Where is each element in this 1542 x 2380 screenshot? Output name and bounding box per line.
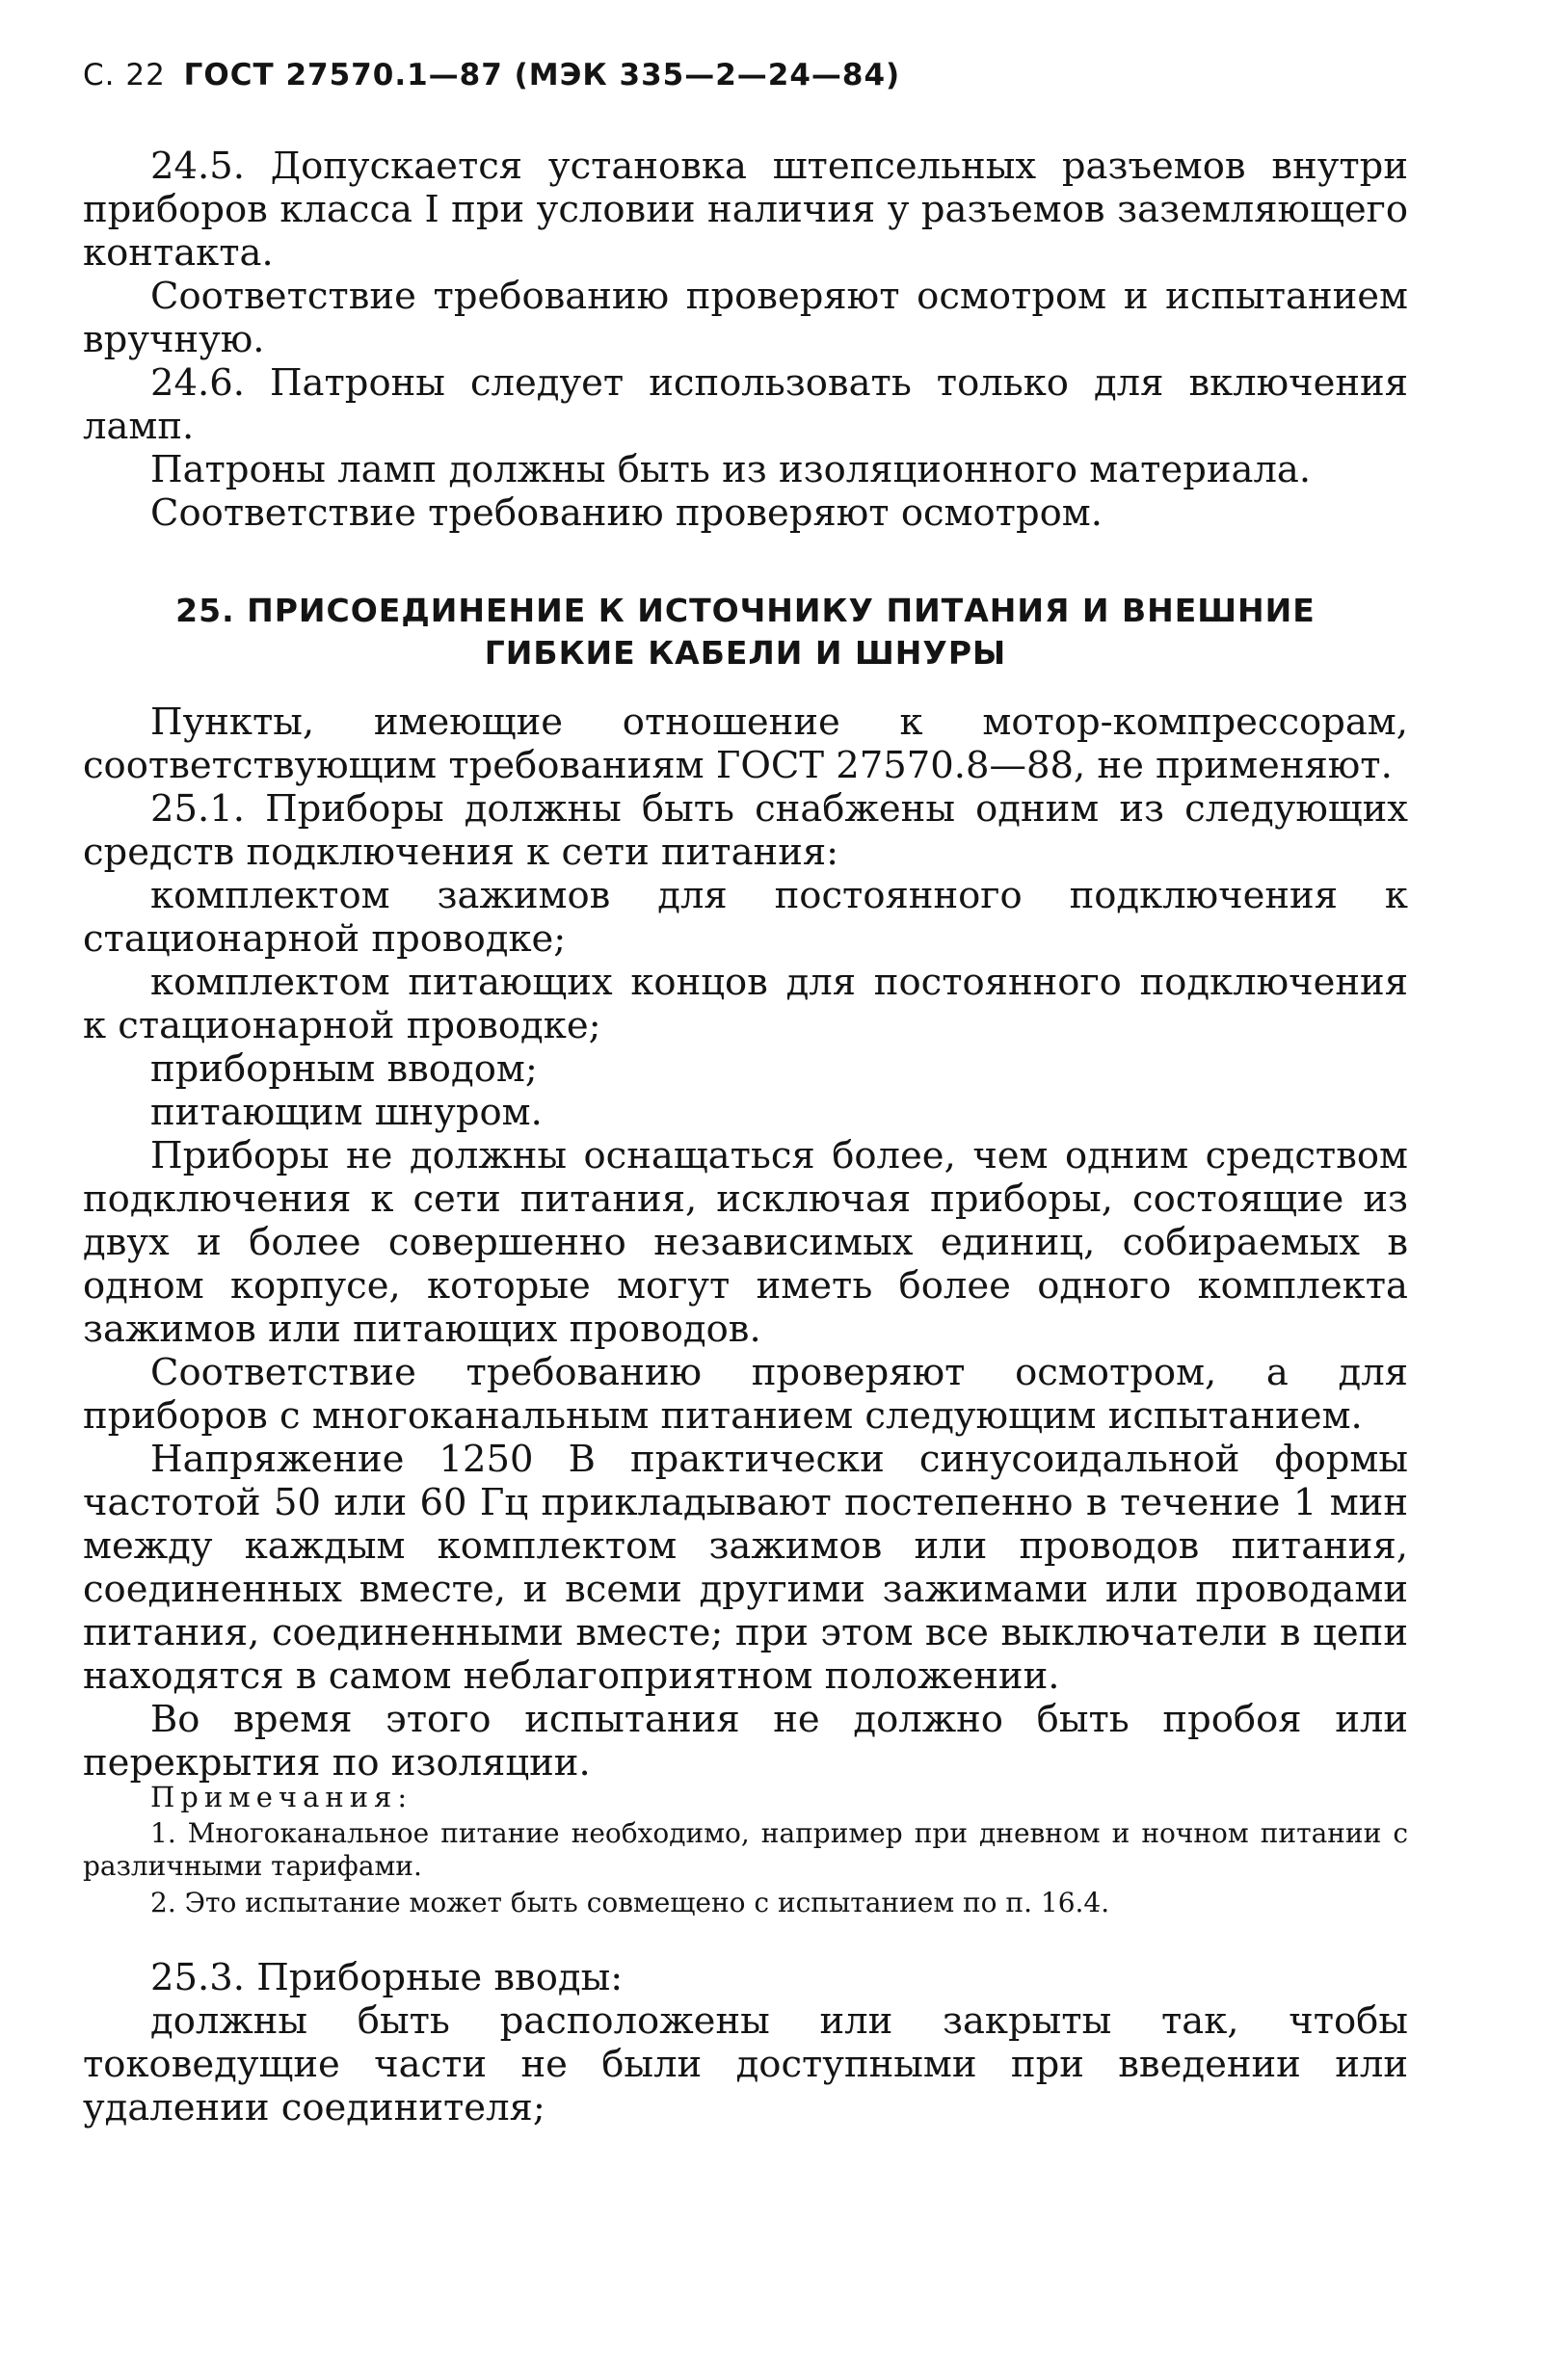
paragraph: Патроны ламп должны быть из изоляционного материала. [150, 448, 1312, 491]
paragraph: Приборы не должны оснащаться более, чем одним средством подключения к сети питания, исключая приборы, состоящие из двух и более совершенно независимых единиц, собираемых в одном корпусе, которые могут иметь более одного комплекта зажимов или питающих проводов. [83, 1134, 1408, 1351]
paragraph: Пункты, имеющие отношение к мотор-компрессорам, соответствующим требованиям ГОСТ 27570.8—88, не применяют. [83, 701, 1408, 787]
paragraph-24-6: 24.6. Патроны следует использовать только для включения ламп. [83, 361, 1408, 448]
paragraph: должны быть расположены или закрыты так, чтобы токоведущие части не были доступными при введении или удалении соединителя; [83, 1999, 1408, 2129]
paragraph: Соответствие требованию проверяют осмотром. [150, 491, 1103, 535]
section-25-body [83, 701, 1408, 1785]
paragraph: Во время этого испытания не должно быть пробоя или перекрытия по изоляции. [83, 1698, 1408, 1785]
paragraph-25-1: 25.1. Приборы должны быть снабжены одним из следующих средств подключения к сети питания: [83, 787, 1408, 874]
section-heading [83, 590, 1408, 674]
note-item: 2. Это испытание может быть совмещено с испытанием по п. 16.4. [150, 1887, 1110, 1918]
standard-designation: ГОСТ 27570.1—87 (МЭК 335—2—24—84) [183, 58, 901, 93]
notes-block [83, 1781, 1408, 1919]
paragraph: Напряжение 1250 В практически синусоидальной формы частотой 50 или 60 Гц прикладывают постепенно в течение 1 мин между каждым комплектом зажимов или проводов питания, соединенных вместе, и всеми другими зажимами или проводами питания, соединенными вместе; при этом все выключатели в цепи находятся в самом неблагоприятном положении. [83, 1438, 1408, 1698]
section-title-line: 25. ПРИСОЕДИНЕНИЕ К ИСТОЧНИКУ ПИТАНИЯ И ВНЕШНИЕ [175, 592, 1316, 629]
paragraph: Соответствие требованию проверяют осмотром, а для приборов с многоканальным питанием следующим испытанием. [83, 1351, 1408, 1438]
clause-25-3 [83, 1956, 1408, 2129]
page-header [83, 58, 900, 93]
paragraph: Соответствие требованию проверяют осмотром и испытанием вручную. [83, 275, 1408, 361]
paragraph-24-5: 24.5. Допускается установка штепсельных разъемов внутри приборов класса I при условии наличия у разъемов заземляющего контакта. [83, 145, 1408, 275]
list-item: приборным вводом; [150, 1047, 538, 1091]
list-item: комплектом питающих концов для постоянного подключения к стационарной проводке; [83, 961, 1408, 1047]
page-number: С. 22 [83, 58, 166, 93]
notes-title: Примечания: [150, 1781, 413, 1813]
section-title-line: ГИБКИЕ КАБЕЛИ И ШНУРЫ [484, 634, 1007, 672]
note-item: 1. Многоканальное питание необходимо, например при дневном и ночном питании с различными тарифами. [83, 1817, 1408, 1882]
list-item: питающим шнуром. [150, 1091, 543, 1134]
paragraph-25-3: 25.3. Приборные вводы: [150, 1956, 624, 1999]
list-item: комплектом зажимов для постоянного подключения к стационарной проводке; [83, 874, 1408, 961]
clauses-24 [83, 145, 1408, 535]
